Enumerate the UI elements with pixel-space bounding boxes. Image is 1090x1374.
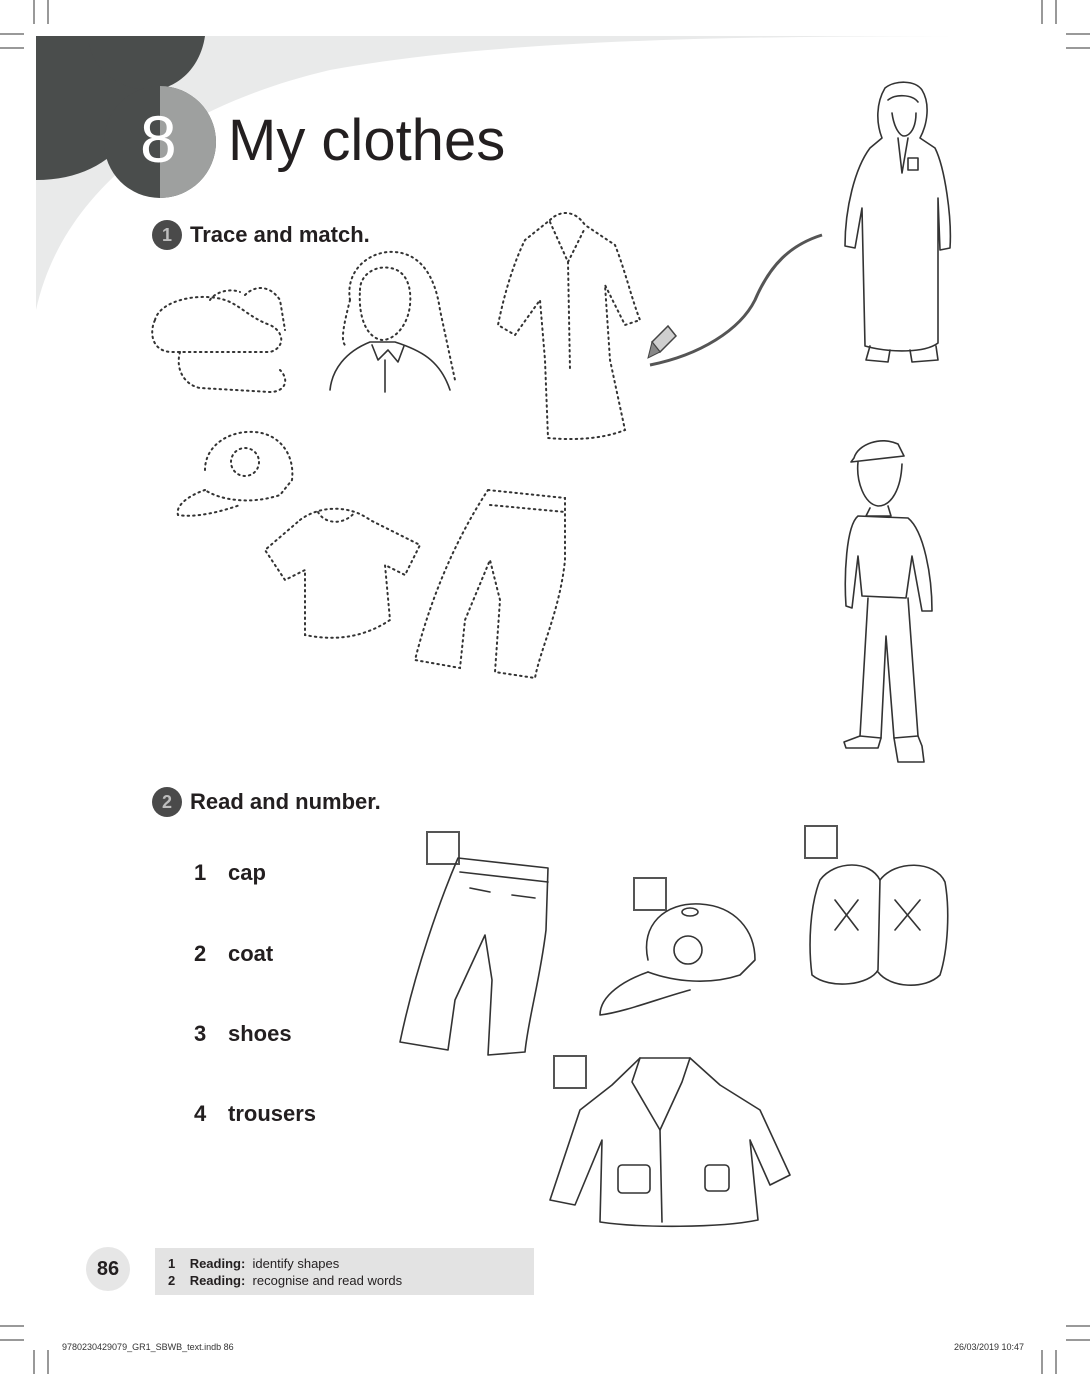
exercise-1-instruction: Trace and match.: [190, 222, 370, 247]
objective-2: [168, 1273, 402, 1288]
coat-drawing: [550, 1058, 790, 1226]
slug-left: 9780230429079_GR1_SBWB_text.indb 86: [62, 1342, 234, 1352]
trousers-drawing: [400, 858, 548, 1055]
exercise-1-badge: 1: [152, 220, 182, 250]
objective-2-number: 2: [168, 1273, 176, 1288]
objective-2-label: Reading:: [189, 1273, 246, 1288]
exercise-2-badge: 2: [152, 787, 182, 817]
objective-2-text: recognise and read words: [252, 1273, 403, 1288]
objective-1-number: 1: [168, 1256, 176, 1271]
page-title: My clothes: [228, 108, 506, 173]
word-cap: cap: [228, 860, 266, 885]
slug-right: 26/03/2019 10:47: [954, 1342, 1025, 1352]
word-number: 3: [194, 1021, 207, 1046]
page-number: 86: [86, 1247, 130, 1291]
objective-1: [168, 1256, 339, 1271]
objective-1-label: Reading:: [189, 1256, 246, 1271]
word-number: 4: [194, 1101, 207, 1126]
word-number: 2: [194, 941, 207, 966]
unit-number: 8: [140, 102, 177, 176]
shoes-drawing: [810, 865, 948, 985]
word-number: 1: [194, 860, 207, 885]
word-shoes: shoes: [228, 1021, 292, 1046]
word-trousers: trousers: [228, 1101, 317, 1126]
cap-drawing: [600, 904, 755, 1015]
objective-1-text: identify shapes: [252, 1256, 340, 1271]
word-coat: coat: [228, 941, 274, 966]
exercise-2-instruction: Read and number.: [190, 789, 381, 814]
